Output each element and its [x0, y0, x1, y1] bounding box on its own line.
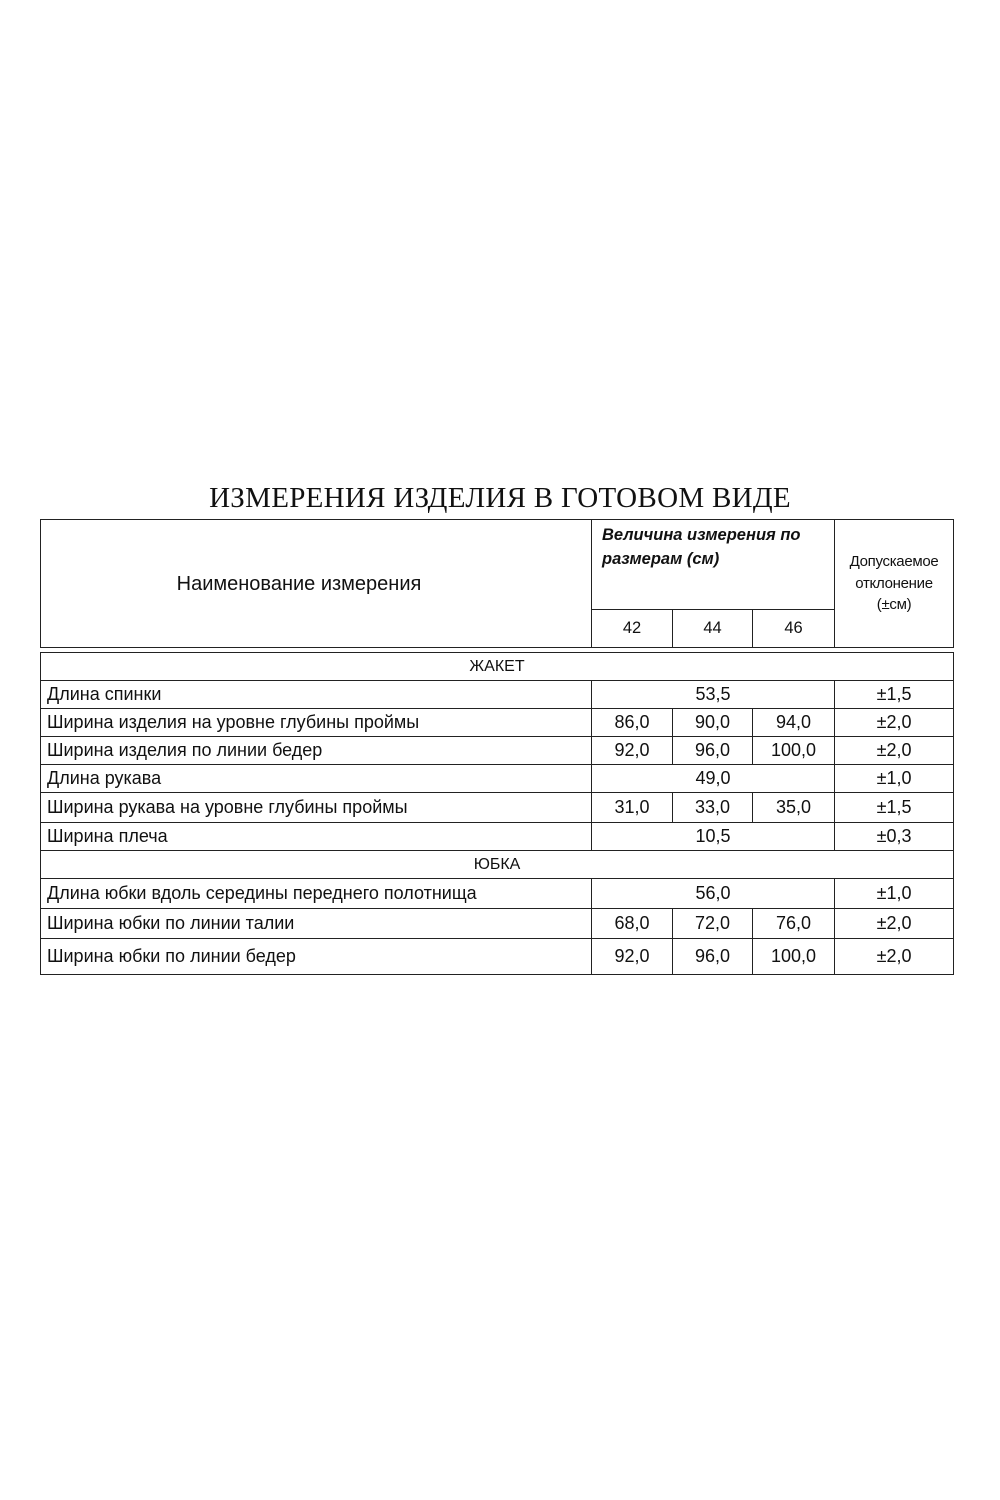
measurement-tolerance: ±1,0	[835, 879, 954, 909]
measurement-name: Ширина рукава на уровне глубины проймы	[41, 793, 592, 823]
measurement-value: 10,5	[592, 823, 835, 851]
section-label: ЮБКА	[41, 851, 954, 879]
measurement-value: 96,0	[673, 939, 753, 975]
measurement-value: 92,0	[592, 939, 673, 975]
measurement-name: Ширина юбки по линии талии	[41, 909, 592, 939]
measurement-value: 49,0	[592, 765, 835, 793]
table-row	[41, 737, 954, 765]
measurement-value: 100,0	[753, 737, 835, 765]
measurement-name: Ширина плеча	[41, 823, 592, 851]
measurement-value: 33,0	[673, 793, 753, 823]
measurement-tolerance: ±2,0	[835, 939, 954, 975]
table-row	[41, 879, 954, 909]
measurement-tolerance: ±1,0	[835, 765, 954, 793]
measurement-value: 56,0	[592, 879, 835, 909]
measurement-value: 96,0	[673, 737, 753, 765]
measurement-tolerance: ±2,0	[835, 709, 954, 737]
header-name: Наименование измерения	[41, 520, 592, 648]
measurement-name: Длина спинки	[41, 681, 592, 709]
table-row	[41, 709, 954, 737]
document-title: ИЗМЕРЕНИЯ ИЗДЕЛИЯ В ГОТОВОМ ВИДЕ	[209, 482, 791, 514]
section-row	[41, 851, 954, 879]
table-row	[41, 793, 954, 823]
table-row	[41, 939, 954, 975]
measurement-value: 92,0	[592, 737, 673, 765]
measurement-value: 94,0	[753, 709, 835, 737]
header-value: Величина измерения по размерам (см)	[592, 520, 835, 610]
table-row	[41, 681, 954, 709]
measurement-tolerance: ±2,0	[835, 909, 954, 939]
measurement-value: 68,0	[592, 909, 673, 939]
header-size-44: 44	[673, 610, 753, 648]
measurement-value: 90,0	[673, 709, 753, 737]
measurement-value: 72,0	[673, 909, 753, 939]
measurement-name: Ширина изделия на уровне глубины проймы	[41, 709, 592, 737]
measurement-value: 100,0	[753, 939, 835, 975]
measurement-value: 76,0	[753, 909, 835, 939]
table-row	[41, 823, 954, 851]
measurement-name: Длина рукава	[41, 765, 592, 793]
measurement-value: 86,0	[592, 709, 673, 737]
measurements-table	[40, 519, 954, 975]
header-tolerance: Допускаемое отклонение (±см)	[835, 520, 954, 648]
table-row	[41, 909, 954, 939]
measurement-value: 53,5	[592, 681, 835, 709]
measurement-name: Ширина юбки по линии бедер	[41, 939, 592, 975]
measurement-name: Ширина изделия по линии бедер	[41, 737, 592, 765]
measurement-tolerance: ±1,5	[835, 681, 954, 709]
header-size-46: 46	[753, 610, 835, 648]
header-size-42: 42	[592, 610, 673, 648]
measurement-name: Длина юбки вдоль середины переднего полотнища	[41, 879, 592, 909]
measurement-tolerance: ±2,0	[835, 737, 954, 765]
measurement-tolerance: ±1,5	[835, 793, 954, 823]
measurement-value: 31,0	[592, 793, 673, 823]
section-row	[41, 653, 954, 681]
measurement-value: 35,0	[753, 793, 835, 823]
table-row	[41, 765, 954, 793]
section-label: ЖАКЕТ	[41, 653, 954, 681]
measurement-tolerance: ±0,3	[835, 823, 954, 851]
